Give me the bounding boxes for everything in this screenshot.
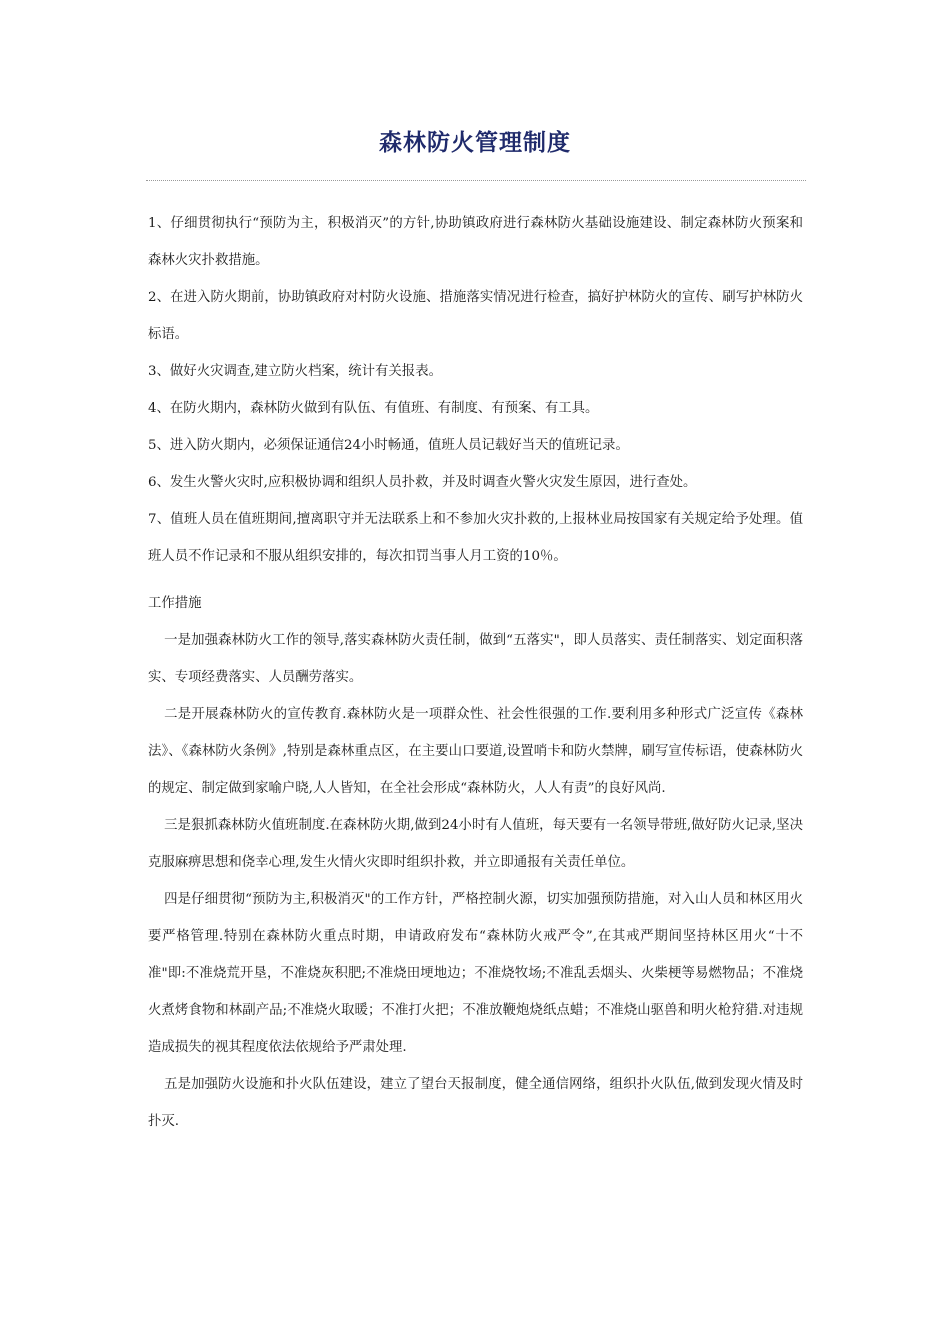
rule-item-3: 3、做好火灾调查,建立防火档案，统计有关报表。 <box>148 364 442 379</box>
rule-item-2: 2、在进入防火期前，协助镇政府对村防火设施、措施落实情况进行检查，搞好护林防火的宣传、刷写护林防火标语。 <box>148 290 803 342</box>
document-title: 森林防火管理制度 <box>379 130 571 156</box>
document-body <box>148 205 803 1140</box>
title-divider <box>146 180 806 181</box>
measure-item-3: 三是狠抓森林防火值班制度.在森林防火期,做到24小时有人值班，每天要有一名领导带班,做好防火记录,坚决克服麻痹思想和侥幸心理,发生火情火灾即时组织扑救，并立即通报有关责任单位。 <box>148 818 803 870</box>
rule-item-4: 4、在防火期内，森林防火做到有队伍、有值班、有制度、有预案、有工具。 <box>148 401 599 416</box>
rule-item-6: 6、发生火警火灾时,应积极协调和组织人员扑救，并及时调查火警火灾发生原因，进行查处。 <box>148 475 697 490</box>
measure-item-1: 一是加强森林防火工作的领导,落实森林防火责任制，做到“五落实"，即人员落实、责任制落实、划定面积落实、专项经费落实、人员酬劳落实。 <box>148 633 803 685</box>
rule-item-5: 5、进入防火期内，必须保证通信24小时畅通，值班人员记载好当天的值班记录。 <box>148 438 629 453</box>
section-spacer <box>148 575 803 585</box>
measures-heading: 工作措施 <box>148 596 202 611</box>
rule-item-1: 1、仔细贯彻执行“预防为主，积极消灭”的方针,协助镇政府进行森林防火基础设施建设、制定森林防火预案和森林火灾扑救措施。 <box>148 216 803 268</box>
measure-item-5: 五是加强防火设施和扑火队伍建设，建立了望台天报制度，健全通信网络，组织扑火队伍,做到发现火情及时扑灭. <box>148 1077 803 1129</box>
measure-item-2: 二是开展森林防火的宣传教育.森林防火是一项群众性、社会性很强的工作.要利用多种形式广泛宣传《森林法》、《森林防火条例》,特别是森林重点区，在主要山口要道,设置哨卡和防火禁牌，刷写宣传标语，使森林防火的规定、制定做到家喻户晓,人人皆知，在全社会形成“森林防火，人人有责”的良好风尚. <box>148 707 803 796</box>
rule-item-7: 7、值班人员在值班期间,擅离职守并无法联系上和不参加火灾扑救的,上报林业局按国家有关规定给予处理。值班人员不作记录和不服从组织安排的，每次扣罚当事人月工资的10％。 <box>148 512 803 564</box>
measure-item-4: 四是仔细贯彻“预防为主,积极消灭"的工作方针，严格控制火源，切实加强预防措施，对入山人员和林区用火要严格管理.特别在森林防火重点时期，申请政府发布“森林防火戒严令”,在其戒严期间坚持林区用火“十不准"即:不准烧荒开垦，不准烧灰积肥;不准烧田埂地边；不准烧牧场;不准乱丢烟头、火柴梗等易燃物品；不准烧火煮烤食物和林副产品;不准烧火取暖；不准打火把；不准放鞭炮烧纸点蜡；不准烧山驱兽和明火枪狩猎.对违规造成损失的视其程度依法依规给予严肃处理. <box>148 892 803 1055</box>
